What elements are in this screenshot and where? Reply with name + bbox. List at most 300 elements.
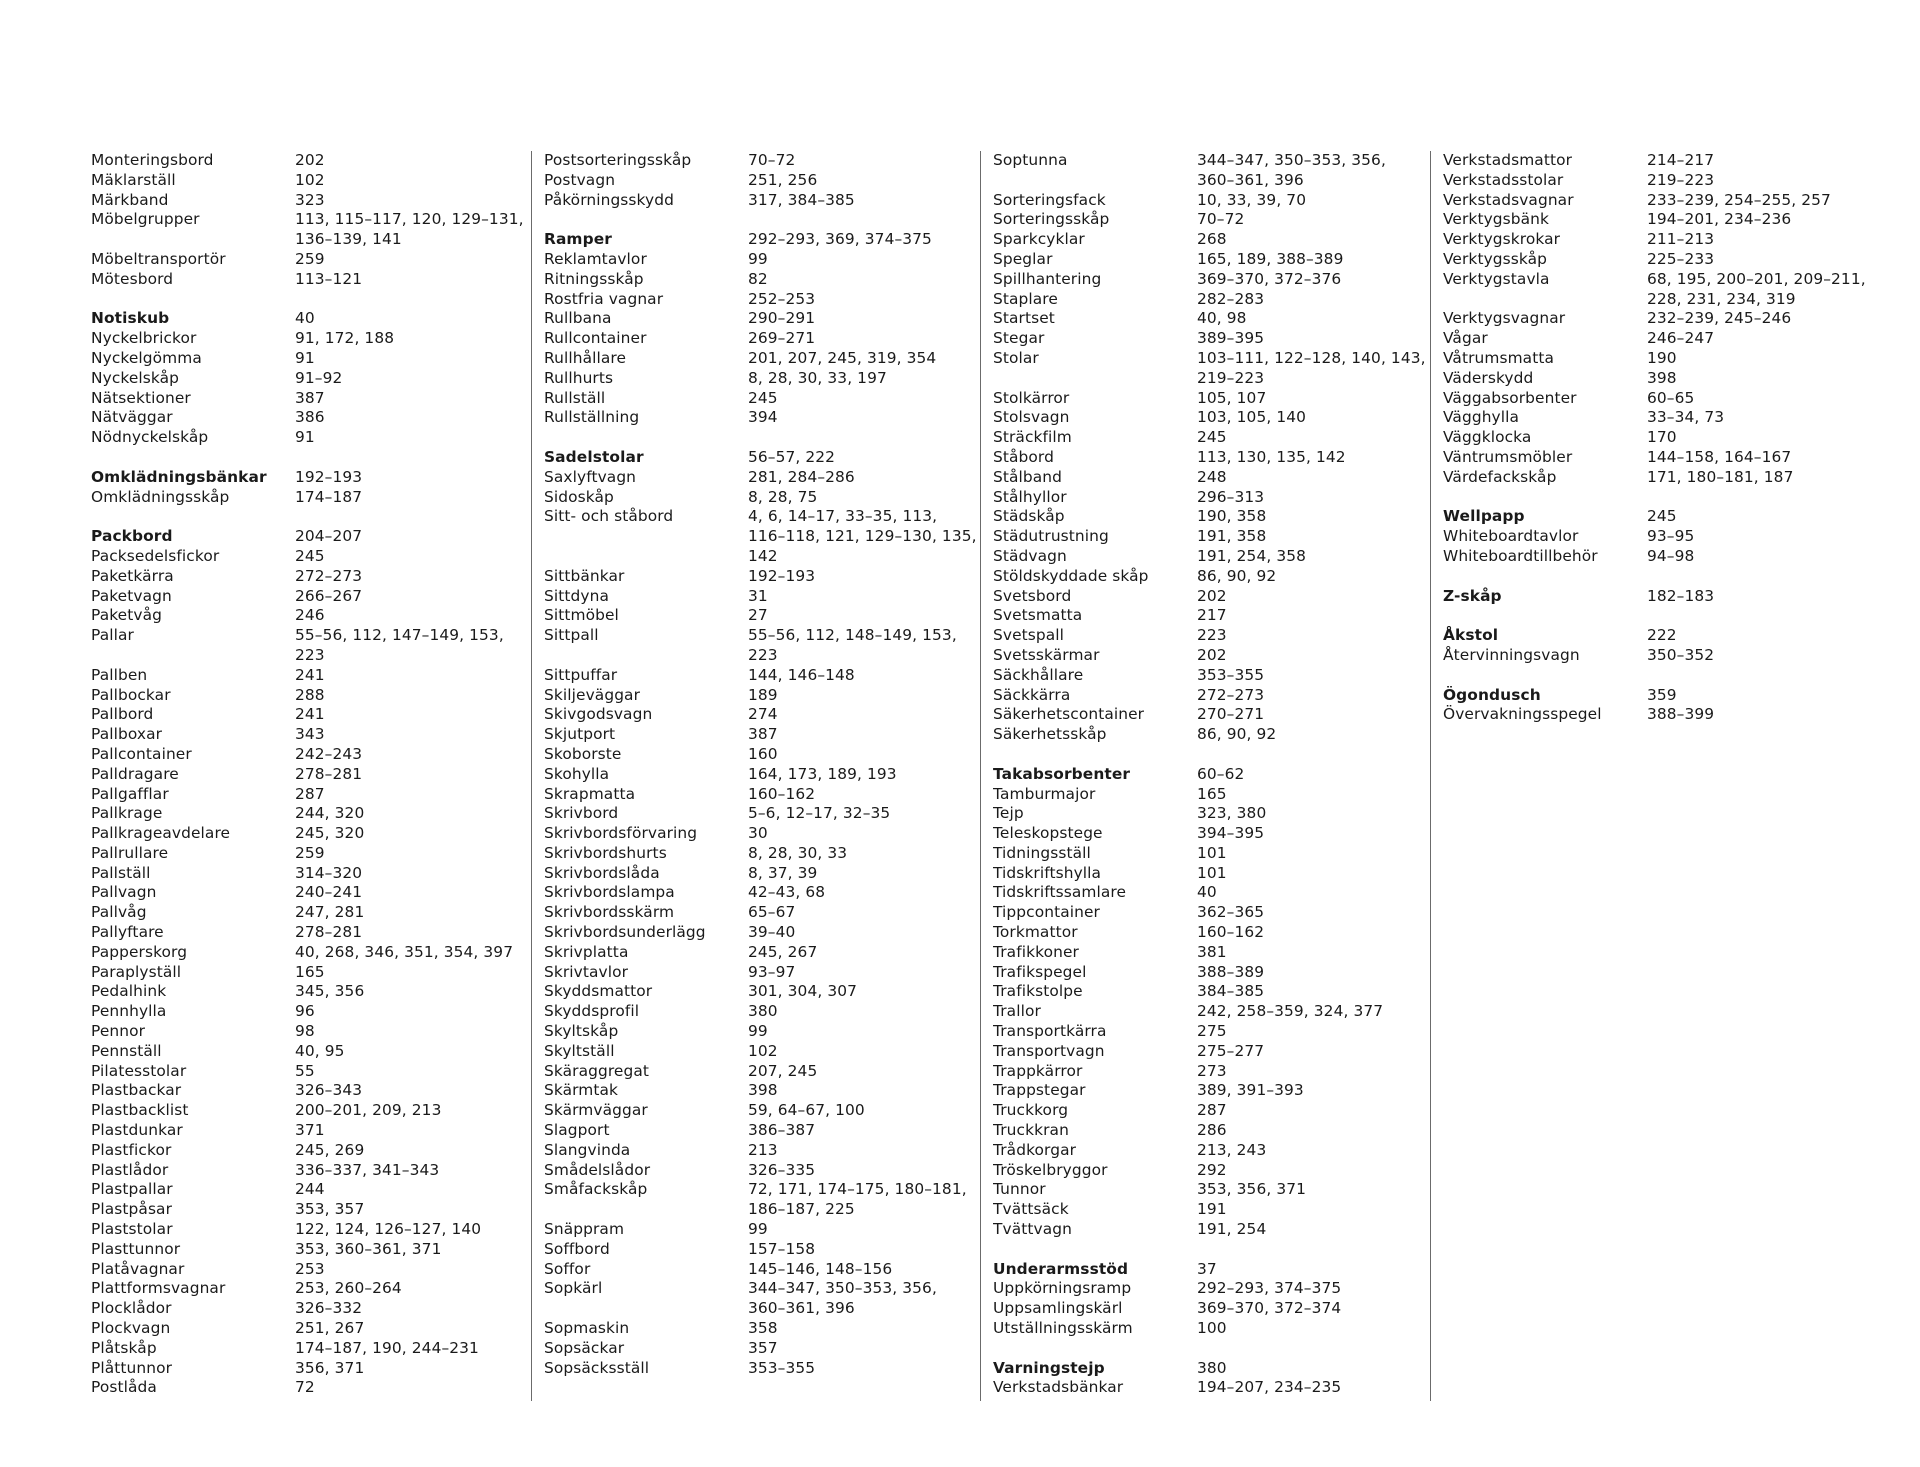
index-entry <box>91 1042 527 1062</box>
index-page-numbers: 68, 195, 200–201, 209–211, 228, 231, 234, 319 <box>1647 269 1866 308</box>
index-term: Väggklocka <box>1443 428 1532 447</box>
index-term: Sopmaskin <box>544 1319 630 1338</box>
index-term: Möbeltransportör <box>91 249 226 268</box>
index-page-numbers: 55–56, 112, 148–149, 153, 223 <box>748 626 957 664</box>
index-term: Verkstadsmattor <box>1443 151 1573 169</box>
index-term: Tidskriftshylla <box>993 863 1102 882</box>
index-page-numbers: 213 <box>748 1140 778 1159</box>
index-page-numbers: 8, 28, 75 <box>748 487 818 506</box>
index-entry <box>544 408 990 428</box>
index-entry <box>993 309 1442 329</box>
index-page-numbers: 94–98 <box>1647 546 1695 565</box>
index-entry <box>993 1220 1442 1240</box>
section-gap <box>993 1240 1442 1260</box>
index-page-numbers: 326–332 <box>295 1299 363 1318</box>
index-entry <box>91 1121 527 1141</box>
index-entry <box>91 567 527 587</box>
index-entry <box>91 1299 527 1319</box>
index-page-numbers: 60–62 <box>1197 764 1245 783</box>
index-entry <box>544 151 990 171</box>
index-entry <box>544 1161 990 1181</box>
index-page-numbers: 160–162 <box>1197 923 1265 942</box>
index-entry <box>993 1022 1442 1042</box>
index-entry <box>91 844 527 864</box>
index-page-numbers: 251, 267 <box>295 1319 365 1338</box>
index-term: Plastbacklist <box>91 1101 189 1120</box>
index-page-numbers: 191, 254 <box>1197 1220 1267 1239</box>
index-term: Svetsmatta <box>993 606 1083 625</box>
index-page-numbers: 31 <box>748 586 768 605</box>
index-page-numbers: 275–277 <box>1197 1041 1265 1060</box>
index-page-numbers: 344–347, 350–353, 356, 360–361, 396 <box>1197 151 1386 189</box>
index-entry <box>993 646 1442 666</box>
index-term: Verktygsvagnar <box>1443 309 1566 328</box>
index-entry <box>91 1378 527 1398</box>
index-term: Underarmsstöd <box>993 1259 1129 1278</box>
index-entry <box>993 864 1442 884</box>
index-term: Trafikkoner <box>993 942 1079 961</box>
index-entry <box>544 349 990 369</box>
index-entry <box>1443 329 1903 349</box>
index-page-numbers: 386–387 <box>748 1121 816 1140</box>
index-entry <box>1443 230 1903 250</box>
index-page-numbers: 359 <box>1647 685 1677 704</box>
index-term: Nätväggar <box>91 408 173 427</box>
index-page-numbers: 191 <box>1197 1200 1227 1219</box>
index-term: Trafikstolpe <box>993 982 1083 1001</box>
index-entry <box>544 468 990 488</box>
index-term: Skrivbordsskärm <box>544 903 675 922</box>
index-entry <box>993 606 1442 626</box>
index-term: Skäraggregat <box>544 1061 650 1080</box>
index-page-numbers: 192–193 <box>748 566 816 585</box>
index-entry <box>993 785 1442 805</box>
index-page-numbers: 274 <box>748 705 778 724</box>
index-page-numbers: 55 <box>295 1061 315 1080</box>
index-page-numbers: 369–370, 372–374 <box>1197 1299 1342 1318</box>
index-term: Skrivplatta <box>544 942 629 961</box>
index-page-numbers: 353–355 <box>748 1358 816 1377</box>
index-page-numbers: 241 <box>295 665 325 684</box>
index-term: Tidskriftssamlare <box>993 883 1127 902</box>
index-entry <box>544 1240 990 1260</box>
index-entry <box>91 824 527 844</box>
index-term: Ståbord <box>993 447 1054 466</box>
index-term: Rullställning <box>544 408 640 427</box>
index-page-numbers: 174–187, 190, 244–231 <box>295 1338 479 1357</box>
index-page-numbers: 369–370, 372–376 <box>1197 269 1342 288</box>
index-entry <box>993 1180 1442 1200</box>
index-term: Trådkorgar <box>993 1140 1077 1159</box>
index-term: Säckhållare <box>993 665 1084 684</box>
index-page-numbers: 99 <box>748 249 768 268</box>
index-page-numbers: 240–241 <box>295 883 363 902</box>
index-term: Ögondusch <box>1443 685 1541 704</box>
index-term: Åkstol <box>1443 626 1499 645</box>
index-page-numbers: 259 <box>295 843 325 862</box>
index-page-numbers: 101 <box>1197 863 1227 882</box>
index-term: Trappkärror <box>993 1061 1083 1080</box>
index-page-numbers: 72, 171, 174–175, 180–181, 186–187, 225 <box>748 1180 967 1219</box>
index-term: Rullcontainer <box>544 329 647 348</box>
index-entry <box>544 626 990 666</box>
index-entry <box>1443 705 1903 725</box>
index-term: Mötesbord <box>91 269 174 288</box>
index-term: Städvagn <box>993 546 1067 565</box>
index-entry <box>993 547 1442 567</box>
index-term: Småfackskåp <box>544 1180 648 1199</box>
index-term: Skrivbordslampa <box>544 883 675 902</box>
index-entry <box>544 1260 990 1280</box>
index-entry <box>544 1339 990 1359</box>
index-term: Våtrumsmatta <box>1443 348 1555 367</box>
index-page-numbers: 323, 380 <box>1197 804 1267 823</box>
index-term: Pallboxar <box>91 725 163 744</box>
index-term: Postlåda <box>91 1378 157 1397</box>
index-entry <box>993 1002 1442 1022</box>
index-term: Stolar <box>993 348 1039 367</box>
index-term: Skoborste <box>544 744 622 763</box>
index-page-numbers: 353, 356, 371 <box>1197 1180 1306 1199</box>
index-entry <box>1443 250 1903 270</box>
index-term: Plastfickor <box>91 1140 172 1159</box>
index-term: Paketvåg <box>91 606 162 625</box>
index-page-numbers: 194–207, 234–235 <box>1197 1378 1342 1397</box>
index-entry <box>993 883 1442 903</box>
index-section-first-entry <box>993 765 1442 785</box>
index-entry <box>91 1240 527 1260</box>
index-entry <box>993 1062 1442 1082</box>
index-term: Wellpapp <box>1443 507 1525 526</box>
index-term: Sittpall <box>544 626 599 645</box>
index-entry <box>91 963 527 983</box>
index-page-numbers: 191, 358 <box>1197 527 1267 546</box>
index-entry <box>544 171 990 191</box>
index-term: Pallbockar <box>91 685 171 704</box>
index-page-numbers: 39–40 <box>748 923 796 942</box>
index-page-numbers: 8, 28, 30, 33 <box>748 843 848 862</box>
index-term: Pennor <box>91 1022 146 1041</box>
index-entry <box>91 1002 527 1022</box>
index-page-numbers: 207, 245 <box>748 1061 818 1080</box>
index-entry <box>544 1141 990 1161</box>
index-entry <box>993 686 1442 706</box>
index-page-numbers: 5–6, 12–17, 32–35 <box>748 804 891 823</box>
index-term: Pallvåg <box>91 903 147 922</box>
index-entry <box>993 1279 1442 1299</box>
index-page-numbers: 191, 254, 358 <box>1197 546 1306 565</box>
index-term: Skrapmatta <box>544 784 636 803</box>
index-page-numbers: 394–395 <box>1197 824 1265 843</box>
index-entry <box>91 1062 527 1082</box>
index-section-first-entry <box>1443 507 1903 527</box>
index-entry <box>91 1101 527 1121</box>
index-term: Tejp <box>993 804 1024 823</box>
index-page-numbers: 160 <box>748 744 778 763</box>
index-entry <box>993 507 1442 527</box>
index-page-numbers: 356, 371 <box>295 1358 365 1377</box>
index-page-numbers: 253 <box>295 1259 325 1278</box>
index-page-numbers: 323 <box>295 190 325 209</box>
index-term: Trafikspegel <box>993 962 1087 981</box>
index-term: Sopkärl <box>544 1279 603 1298</box>
index-page-numbers: 233–239, 254–255, 257 <box>1647 190 1831 209</box>
index-term: Märkband <box>91 190 169 209</box>
index-entry <box>91 1081 527 1101</box>
index-term: Verktygsskåp <box>1443 249 1548 268</box>
index-term: Pallbord <box>91 705 154 724</box>
index-term: Skyltställ <box>544 1041 615 1060</box>
index-page-numbers: 282–283 <box>1197 289 1265 308</box>
index-entry <box>993 408 1442 428</box>
index-section-first-entry <box>91 468 527 488</box>
index-page-numbers: 292–293, 374–375 <box>1197 1279 1342 1298</box>
index-page-numbers: 93–95 <box>1647 527 1695 546</box>
index-term: Plåtskåp <box>91 1338 157 1357</box>
index-entry <box>993 488 1442 508</box>
index-entry <box>1443 210 1903 230</box>
index-entry <box>544 903 990 923</box>
index-entry <box>91 587 527 607</box>
index-page-numbers: 160–162 <box>748 784 816 803</box>
index-term: Pallrullare <box>91 843 169 862</box>
index-entry <box>544 507 990 566</box>
index-entry <box>1443 646 1903 666</box>
index-term: Pallvagn <box>91 883 157 902</box>
index-entry <box>544 1279 990 1319</box>
index-term: Sittbänkar <box>544 566 625 585</box>
index-entry <box>993 844 1442 864</box>
index-entry <box>1443 171 1903 191</box>
index-page-numbers: 93–97 <box>748 962 796 981</box>
index-term: Trappstegar <box>993 1081 1086 1100</box>
index-term: Takabsorbenter <box>993 764 1131 783</box>
index-term: Sopsäcksställ <box>544 1358 650 1377</box>
index-term: Återvinningsvagn <box>1443 645 1580 664</box>
index-column-2 <box>531 151 990 1401</box>
index-page-numbers: 245 <box>748 388 778 407</box>
index-entry <box>993 923 1442 943</box>
index-term: Skärmtak <box>544 1081 619 1100</box>
index-entry <box>1443 408 1903 428</box>
index-term: Skiljeväggar <box>544 685 641 704</box>
index-page-numbers: 144, 146–148 <box>748 665 855 684</box>
index-entry <box>91 1319 527 1339</box>
index-term: Skärmväggar <box>544 1101 648 1120</box>
index-page-numbers: 4, 6, 14–17, 33–35, 113, 116–118, 121, 129–130, 135, 142 <box>748 507 977 565</box>
index-term: Omklädningsbänkar <box>91 467 267 486</box>
index-page-numbers: 317, 384–385 <box>748 190 855 209</box>
index-page-numbers: 217 <box>1197 606 1227 625</box>
index-page-numbers: 248 <box>1197 467 1227 486</box>
index-entry <box>91 864 527 884</box>
index-term: Verkstadsbänkar <box>993 1378 1124 1397</box>
index-page-numbers: 273 <box>1197 1061 1227 1080</box>
index-page-numbers: 56–57, 222 <box>748 447 836 466</box>
index-entry <box>544 191 990 211</box>
index-page-numbers: 253, 260–264 <box>295 1279 402 1298</box>
index-page-numbers: 165 <box>295 962 325 981</box>
index-page-numbers: 246 <box>295 606 325 625</box>
index-entry <box>544 824 990 844</box>
index-term: Stolsvagn <box>993 408 1070 427</box>
index-page-numbers: 326–335 <box>748 1160 816 1179</box>
index-entry <box>1443 309 1903 329</box>
index-entry <box>91 725 527 745</box>
index-entry <box>91 210 527 250</box>
index-page-numbers: 55–56, 112, 147–149, 153, 223 <box>295 626 504 664</box>
index-term: Slangvinda <box>544 1140 631 1159</box>
index-entry <box>91 1220 527 1240</box>
index-page-numbers: 398 <box>748 1081 778 1100</box>
index-entry <box>544 725 990 745</box>
index-page-numbers: 380 <box>748 1002 778 1021</box>
section-gap <box>91 507 527 527</box>
index-entry <box>91 1161 527 1181</box>
index-page-numbers: 269–271 <box>748 329 816 348</box>
index-term: Stöldskyddade skåp <box>993 566 1149 585</box>
index-page-numbers: 314–320 <box>295 863 363 882</box>
index-page-numbers: 336–337, 341–343 <box>295 1160 440 1179</box>
index-term: Plastbackar <box>91 1081 182 1100</box>
index-entry <box>91 171 527 191</box>
index-term: Pennställ <box>91 1041 162 1060</box>
index-term: Tunnor <box>993 1180 1046 1199</box>
index-term: Tvättsäck <box>993 1200 1069 1219</box>
index-page-numbers: 105, 107 <box>1197 388 1267 407</box>
index-page-numbers: 245 <box>295 546 325 565</box>
index-term: Skyltskåp <box>544 1022 619 1041</box>
index-term: Staplare <box>993 289 1058 308</box>
index-entry <box>544 883 990 903</box>
index-page-numbers: 272–273 <box>1197 685 1265 704</box>
index-page-numbers: 165 <box>1197 784 1227 803</box>
index-page-numbers: 91 <box>295 428 315 447</box>
index-term: Whiteboardtavlor <box>1443 527 1579 546</box>
index-page-numbers: 27 <box>748 606 768 625</box>
index-term: Trallor <box>993 1002 1041 1021</box>
index-page-numbers: 275 <box>1197 1022 1227 1041</box>
index-entry <box>993 1161 1442 1181</box>
index-page-numbers: 91, 172, 188 <box>295 329 395 348</box>
index-page-numbers: 246–247 <box>1647 329 1715 348</box>
index-term: Rullhållare <box>544 348 627 367</box>
index-term: Sitt- och ståbord <box>544 507 674 526</box>
index-page-numbers: 301, 304, 307 <box>748 982 857 1001</box>
index-entry <box>1443 369 1903 389</box>
index-term: Säckkärra <box>993 685 1071 704</box>
index-entry <box>993 804 1442 824</box>
index-term: Postvagn <box>544 170 616 189</box>
index-entry <box>993 389 1442 409</box>
index-term: Pennhylla <box>91 1002 167 1021</box>
index-page-numbers: 287 <box>295 784 325 803</box>
index-term: Saxlyftvagn <box>544 467 637 486</box>
index-page-numbers: 40, 98 <box>1197 309 1247 328</box>
index-page-numbers: 200–201, 209, 213 <box>295 1101 442 1120</box>
index-entry <box>91 1200 527 1220</box>
index-entry <box>544 864 990 884</box>
index-term: Städutrustning <box>993 527 1109 546</box>
index-entry <box>544 963 990 983</box>
index-term: Verktygskrokar <box>1443 230 1561 249</box>
index-section-first-entry <box>1443 686 1903 706</box>
index-term: Slagport <box>544 1121 610 1140</box>
index-entry <box>91 428 527 448</box>
index-term: Soptunna <box>993 151 1068 169</box>
index-page-numbers: 202 <box>1197 586 1227 605</box>
index-page-numbers: 259 <box>295 249 325 268</box>
index-term: Skrivbordshurts <box>544 843 667 862</box>
index-entry <box>91 943 527 963</box>
index-page-numbers: 292 <box>1197 1160 1227 1179</box>
index-term: Plockvagn <box>91 1319 171 1338</box>
index-term: Rostfria vagnar <box>544 289 664 308</box>
index-page-numbers: 362–365 <box>1197 903 1265 922</box>
index-term: Torkmattor <box>993 923 1078 942</box>
index-page-numbers: 101 <box>1197 843 1227 862</box>
index-page-numbers: 102 <box>748 1041 778 1060</box>
index-page-numbers: 99 <box>748 1022 768 1041</box>
index-page-numbers: 60–65 <box>1647 388 1695 407</box>
index-term: Nyckelbrickor <box>91 329 197 348</box>
index-term: Säkerhetscontainer <box>993 705 1145 724</box>
index-term: Rullhurts <box>544 368 614 387</box>
index-term: Sadelstolar <box>544 447 644 466</box>
index-entry <box>544 1002 990 1022</box>
index-entry <box>993 250 1442 270</box>
index-entry <box>993 210 1442 230</box>
index-term: Pallställ <box>91 863 151 882</box>
index-entry <box>993 448 1442 468</box>
index-entry <box>544 943 990 963</box>
index-entry <box>544 1081 990 1101</box>
index-term: Skrivbordsförvaring <box>544 824 698 843</box>
index-entry <box>544 606 990 626</box>
index-entry <box>544 923 990 943</box>
index-entry <box>544 666 990 686</box>
index-page-numbers: 10, 33, 39, 70 <box>1197 190 1307 209</box>
index-page-numbers: 190, 358 <box>1197 507 1267 526</box>
index-page-numbers: 91–92 <box>295 368 343 387</box>
index-term: Sittpuffar <box>544 665 618 684</box>
section-gap <box>1443 488 1903 508</box>
index-term: Truckkorg <box>993 1101 1069 1120</box>
index-term: Skrivbord <box>544 804 619 823</box>
index-page-numbers: 102 <box>295 170 325 189</box>
index-entry <box>993 903 1442 923</box>
index-entry <box>544 1062 990 1082</box>
index-term: Pallgafflar <box>91 784 169 803</box>
index-entry <box>993 725 1442 745</box>
index-page-numbers: 245 <box>1197 428 1227 447</box>
index-page-numbers: 394 <box>748 408 778 427</box>
index-entry <box>993 666 1442 686</box>
index-entry <box>993 626 1442 646</box>
index-term: Väggabsorbenter <box>1443 388 1577 407</box>
index-term: Pallkrageavdelare <box>91 824 231 843</box>
index-page-numbers: 326–343 <box>295 1081 363 1100</box>
index-entry <box>91 488 527 508</box>
index-term: Stålband <box>993 467 1063 486</box>
index-term: Pallben <box>91 665 148 684</box>
index-entry <box>1443 527 1903 547</box>
index-term: Platåvagnar <box>91 1259 185 1278</box>
index-page-numbers: 343 <box>295 725 325 744</box>
index-page-numbers: 278–281 <box>295 923 363 942</box>
index-term: Transportkärra <box>993 1022 1107 1041</box>
index-page-numbers: 86, 90, 92 <box>1197 566 1277 585</box>
